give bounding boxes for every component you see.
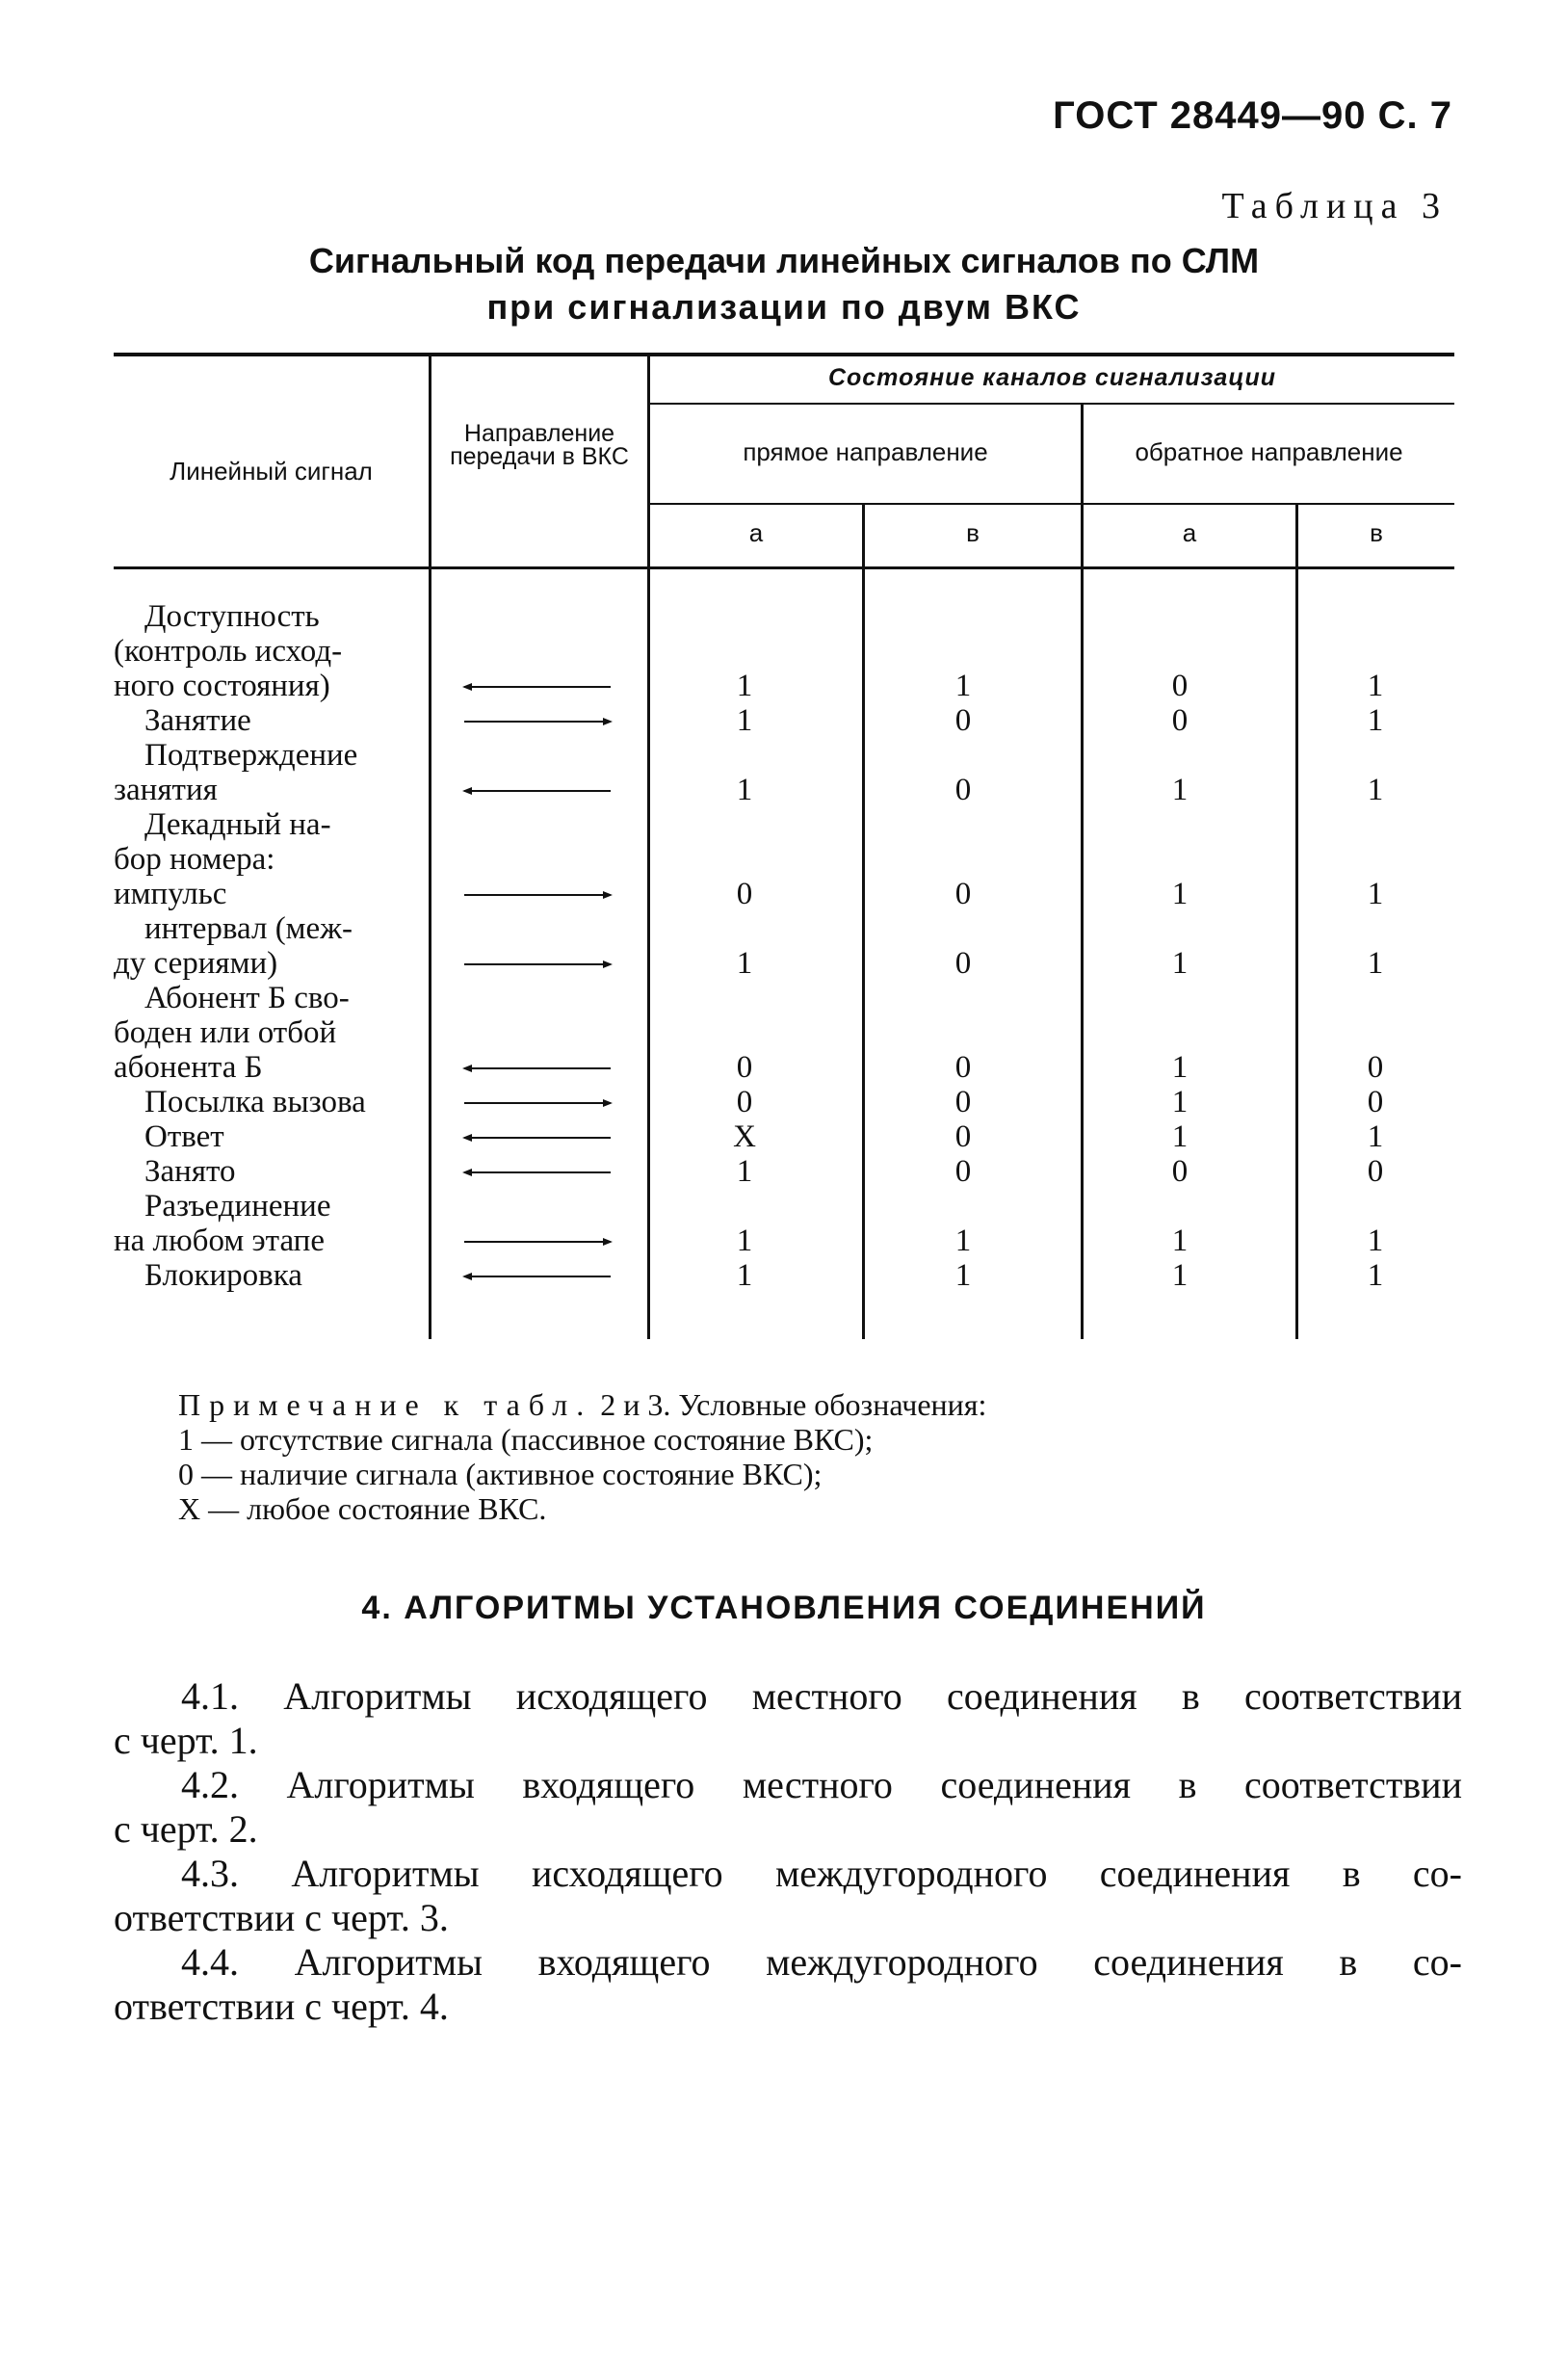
table-cell-value: 1 bbox=[736, 946, 753, 981]
arrow-right-icon bbox=[460, 1235, 614, 1249]
arrow-left-icon bbox=[460, 1062, 614, 1075]
col-divider-1 bbox=[429, 356, 431, 1339]
signal-name-line: Абонент Б сво- bbox=[144, 981, 350, 1015]
note-line-3: X — любое состояние ВКС. bbox=[178, 1491, 547, 1526]
table-cell-value: 0 bbox=[736, 1050, 753, 1085]
table-cell-value: 0 bbox=[954, 773, 972, 807]
note-line-1: 1 — отсутствие сигнала (пассивное состояние ВКС); bbox=[178, 1422, 874, 1457]
signal-name-line: на любом этапе bbox=[114, 1223, 325, 1258]
arrow-right-icon bbox=[460, 1096, 614, 1110]
table-cell-value: 1 bbox=[954, 1258, 972, 1293]
arrow-right-icon bbox=[460, 888, 614, 902]
subheader-b-backward: в bbox=[1370, 518, 1383, 547]
signal-name-line: Занято bbox=[144, 1154, 236, 1189]
table-cell-value: 1 bbox=[736, 773, 753, 807]
signal-name-line: бор номера: bbox=[114, 842, 275, 877]
paragraph-4-3-line2: ответствии с черт. 3. bbox=[114, 1896, 449, 1939]
signal-name-line: занятия bbox=[114, 773, 218, 807]
table-cell-value: 0 bbox=[954, 703, 972, 738]
table-cell-value: 1 bbox=[1171, 1119, 1189, 1154]
table-cell-value: 1 bbox=[1171, 1085, 1189, 1119]
note-text: 2 и 3. Условные обозначения: bbox=[600, 1387, 987, 1422]
paragraph-4-3 bbox=[114, 1852, 1462, 1940]
subheader-b-forward: в bbox=[966, 518, 980, 547]
table-cell-value: 0 bbox=[1171, 1154, 1189, 1189]
table-cell-value: 0 bbox=[954, 1085, 972, 1119]
table-cell-value: 1 bbox=[736, 1223, 753, 1258]
table-cell-value: 0 bbox=[954, 1050, 972, 1085]
paragraph-4-1-line2: с черт. 1. bbox=[114, 1719, 258, 1762]
paragraph-4-2-line1: 4.2. Алгоритмы входящего местного соединения в соответствии bbox=[181, 1763, 1462, 1806]
table-cell-value: 1 bbox=[1171, 773, 1189, 807]
table-cell-value: 1 bbox=[954, 1223, 972, 1258]
signal-name-line: ного состояния) bbox=[114, 669, 330, 703]
arrow-left-icon bbox=[460, 1131, 614, 1145]
signal-name-line: Доступность bbox=[144, 599, 320, 634]
paragraph-4-3-line1: 4.3. Алгоритмы исходящего междугородного соединения в со- bbox=[181, 1852, 1462, 1895]
paragraph-4-4-line2: ответствии с черт. 4. bbox=[114, 1985, 449, 2028]
note-heading bbox=[178, 1387, 986, 1422]
table-cell-value: 1 bbox=[1171, 1223, 1189, 1258]
signal-name-line: Блокировка bbox=[144, 1258, 302, 1293]
header-forward: прямое направление bbox=[743, 437, 988, 466]
arrow-right-icon bbox=[460, 715, 614, 728]
header-bottom-rule bbox=[114, 566, 1454, 569]
col-divider-2 bbox=[647, 356, 650, 1339]
table-cell-value: 1 bbox=[736, 703, 753, 738]
signal-name-line: ду сериями) bbox=[114, 946, 278, 981]
paragraph-4-1 bbox=[114, 1674, 1462, 1763]
table-cell-value: 0 bbox=[1171, 703, 1189, 738]
arrow-left-icon bbox=[460, 784, 614, 798]
table-cell-value: 0 bbox=[736, 1085, 753, 1119]
table-cell-value: 0 bbox=[954, 877, 972, 911]
signal-name-line: (контроль исход- bbox=[114, 634, 343, 669]
page-header: ГОСТ 28449—90 С. 7 bbox=[1053, 94, 1452, 137]
header-state: Состояние каналов сигнализации bbox=[827, 364, 1277, 391]
table-cell-value: 0 bbox=[1367, 1154, 1384, 1189]
arrow-left-icon bbox=[460, 1270, 614, 1283]
table-cell-value: 1 bbox=[1367, 877, 1384, 911]
paragraph-4-4 bbox=[114, 1940, 1462, 2029]
table-cell-value: 0 bbox=[1171, 669, 1189, 703]
signal-name-line: Подтверждение bbox=[144, 738, 358, 773]
arrow-left-icon bbox=[460, 680, 614, 694]
header-direction: Направление передачи в ВКС bbox=[450, 420, 629, 470]
signal-name-line: интервал (меж- bbox=[144, 911, 353, 946]
header-signal: Линейный сигнал bbox=[170, 457, 373, 486]
table-cell-value: 1 bbox=[736, 1258, 753, 1293]
paragraph-4-1-line1: 4.1. Алгоритмы исходящего местного соединения в соответствии bbox=[181, 1674, 1462, 1718]
table-cell-value: 0 bbox=[1367, 1050, 1384, 1085]
paragraph-4-2 bbox=[114, 1763, 1462, 1852]
subheader-a-forward: а bbox=[748, 518, 764, 547]
table-cell-value: 0 bbox=[1367, 1085, 1384, 1119]
table-cell-value: 0 bbox=[954, 1119, 972, 1154]
col-divider-3 bbox=[862, 503, 865, 1339]
table-cell-value: 1 bbox=[1171, 877, 1189, 911]
signal-name-line: Посылка вызова bbox=[144, 1085, 366, 1119]
table-label: Таблица 3 bbox=[1221, 186, 1448, 226]
table-cell-value: 1 bbox=[1171, 1258, 1189, 1293]
subheader-a-backward: а bbox=[1182, 518, 1197, 547]
table-cell-value: 1 bbox=[1367, 1223, 1384, 1258]
table-top-rule bbox=[114, 353, 1454, 356]
table-cell-value: X bbox=[733, 1119, 756, 1154]
table-cell-value: 1 bbox=[1367, 669, 1384, 703]
signal-name-line: Занятие bbox=[144, 703, 251, 738]
table-cell-value: 1 bbox=[954, 669, 972, 703]
note-label: Примечание к табл. bbox=[178, 1387, 593, 1422]
table-cell-value: 1 bbox=[736, 669, 753, 703]
state-header-rule bbox=[650, 403, 1454, 405]
table-cell-value: 1 bbox=[1171, 1050, 1189, 1085]
paragraph-4-2-line2: с черт. 2. bbox=[114, 1807, 258, 1851]
table-cell-value: 1 bbox=[1367, 1119, 1384, 1154]
table-cell-value: 1 bbox=[736, 1154, 753, 1189]
table-cell-value: 1 bbox=[1367, 1258, 1384, 1293]
signal-name-line: боден или отбой bbox=[114, 1015, 337, 1050]
paragraph-4-4-line1: 4.4. Алгоритмы входящего междугородного соединения в со- bbox=[181, 1940, 1462, 1984]
table-cell-value: 0 bbox=[954, 1154, 972, 1189]
table-cell-value: 1 bbox=[1171, 946, 1189, 981]
table-cell-value: 0 bbox=[954, 946, 972, 981]
table-cell-value: 1 bbox=[1367, 703, 1384, 738]
arrow-left-icon bbox=[460, 1166, 614, 1179]
subheader-rule bbox=[650, 503, 1454, 505]
signal-name-line: Ответ bbox=[144, 1119, 224, 1154]
col-divider-5 bbox=[1295, 503, 1298, 1339]
section-heading: 4. АЛГОРИТМЫ УСТАНОВЛЕНИЯ СОЕДИНЕНИЙ bbox=[361, 1590, 1207, 1626]
signal-name-line: импульс bbox=[114, 877, 227, 911]
signal-name-line: Разъединение bbox=[144, 1189, 331, 1223]
table-title-line1: Сигнальный код передачи линейных сигналов по СЛМ bbox=[308, 241, 1260, 280]
signal-name-line: абонента Б bbox=[114, 1050, 263, 1085]
note-line-2: 0 — наличие сигнала (активное состояние ВКС); bbox=[178, 1457, 823, 1491]
table-cell-value: 1 bbox=[1367, 773, 1384, 807]
header-backward: обратное направление bbox=[1135, 437, 1403, 466]
table-title-line2: при сигнализации по двум ВКС bbox=[486, 287, 1082, 327]
table-cell-value: 1 bbox=[1367, 946, 1384, 981]
table-cell-value: 0 bbox=[736, 877, 753, 911]
arrow-right-icon bbox=[460, 958, 614, 971]
signal-name-line: Декадный на- bbox=[144, 807, 331, 842]
